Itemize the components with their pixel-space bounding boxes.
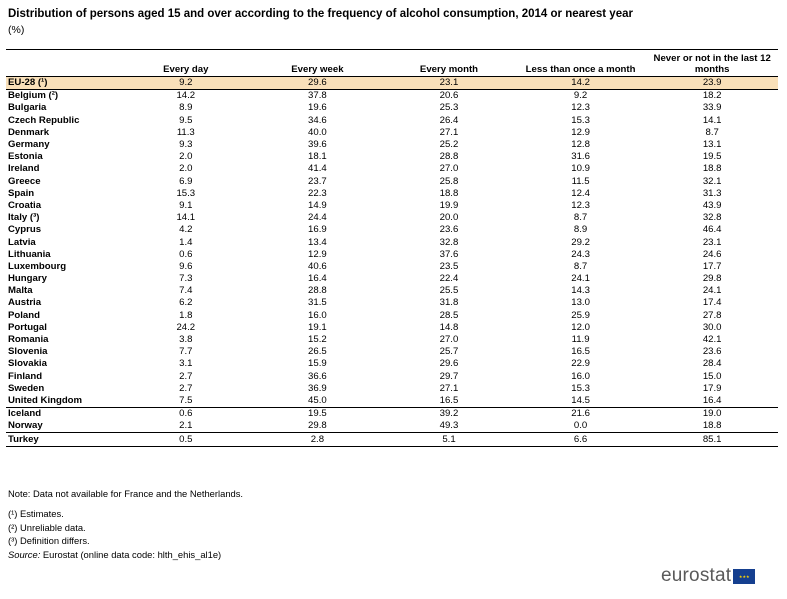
table-cell: 28.5 [439, 309, 459, 321]
source-line [8, 548, 243, 562]
table-row [6, 224, 778, 236]
table-cell: 14.2 [176, 90, 196, 102]
footnotes [8, 487, 243, 562]
row-label: Czech Republic [8, 114, 80, 126]
column-header: Never or not in the last 12 months [646, 50, 778, 77]
table-row [6, 420, 778, 433]
row-label: Austria [8, 297, 42, 309]
table-cell: 20.6 [439, 90, 459, 102]
table-cell: 9.3 [179, 139, 193, 151]
table-row [6, 139, 778, 151]
table-cell: 85.1 [646, 433, 778, 446]
table-cell: 6.6 [515, 433, 647, 446]
table-cell: 7.4 [179, 285, 193, 297]
table-cell: 39.6 [308, 139, 327, 151]
table-cell: 15.2 [308, 334, 327, 346]
table-cell: 40.0 [308, 126, 327, 138]
table-cell: 15.0 [702, 370, 722, 382]
table-cell: 27.0 [439, 163, 459, 175]
table-cell: 8.7 [573, 260, 588, 272]
source-text: Eurostat (online data code: hlth_ehis_al1e) [42, 549, 222, 561]
eurostat-logo [661, 565, 755, 587]
table-cell: 13.0 [571, 297, 590, 309]
unit-label: (%) [8, 24, 25, 36]
table-cell: 26.4 [439, 114, 459, 126]
note-availability: Note: Data not available for France and the Netherlands. [8, 488, 244, 499]
table-cell: 23.1 [702, 236, 722, 248]
table-cell: 11.3 [176, 126, 195, 138]
row-label: Luxembourg [8, 260, 67, 272]
table-cell: 15.3 [176, 187, 196, 199]
table-row [6, 188, 778, 200]
row-label: Greece [8, 175, 41, 187]
table-cell: 7.3 [179, 273, 193, 285]
table-cell: 8.9 [573, 224, 588, 236]
table-cell: 14.1 [176, 212, 196, 224]
table-cell: 27.0 [439, 334, 459, 346]
table-row [6, 273, 778, 285]
table-cell: 12.9 [308, 248, 327, 260]
table-cell: 17.9 [702, 382, 722, 394]
table-cell: 16.4 [308, 273, 327, 285]
row-label: Malta [8, 285, 33, 297]
table-cell: 18.8 [702, 420, 722, 432]
table-cell: 24.1 [702, 285, 722, 297]
table-cell: 24.1 [571, 273, 590, 285]
table-cell: 32.8 [439, 236, 459, 248]
table-cell: 42.1 [702, 334, 722, 346]
table-cell: 26.5 [308, 346, 327, 358]
table-row [6, 322, 778, 334]
table-cell: 19.6 [308, 102, 327, 114]
table-cell: 8.9 [179, 102, 193, 114]
table-title: Distribution of persons aged 15 and over according to the frequency of alcohol consumption, 2014 or nearest year [8, 8, 633, 20]
row-label: Lithuania [8, 248, 51, 260]
row-label: EU-28 (¹) [6, 77, 120, 90]
table-row [6, 334, 778, 346]
table-cell: 6.2 [179, 297, 193, 309]
table-cell: 24.6 [702, 248, 722, 260]
column-header: Every week [252, 50, 384, 77]
table-row [6, 200, 778, 212]
table-row [6, 408, 778, 421]
table-cell: 37.6 [439, 248, 459, 260]
note-definition: (³) Definition differs. [8, 535, 90, 547]
table-cell: 14.1 [702, 114, 722, 126]
row-label: Poland [8, 309, 40, 321]
table-row [6, 127, 778, 139]
row-label: Cyprus [8, 224, 42, 236]
table-row [6, 383, 778, 395]
table-cell: 37.8 [308, 90, 327, 102]
row-label: Finland [8, 370, 43, 382]
note-unreliable: (²) Unreliable data. [8, 521, 86, 533]
table-cell: 27.1 [439, 126, 459, 138]
table-cell: 31.8 [439, 297, 459, 309]
table-cell: 21.6 [515, 408, 647, 421]
table-cell: 49.3 [439, 420, 459, 432]
table-cell: 34.6 [308, 114, 327, 126]
column-header: Less than once a month [515, 50, 647, 77]
table-cell: 29.6 [439, 358, 459, 370]
table-row [6, 249, 778, 261]
table-cell: 18.2 [702, 90, 722, 102]
table-cell: 2.1 [179, 420, 193, 432]
table-cell: 20.0 [439, 212, 459, 224]
table-cell: 25.3 [439, 102, 459, 114]
eu-stars: ★★★ [738, 573, 750, 579]
table-cell: 2.0 [179, 151, 193, 163]
table-cell: 16.0 [308, 309, 327, 321]
table-cell: 29.8 [308, 420, 327, 432]
table-cell: 24.3 [571, 248, 590, 260]
table-cell: 7.7 [179, 346, 193, 358]
table-cell: 18.8 [439, 187, 459, 199]
table-cell: 5.1 [383, 433, 515, 446]
table-cell: 23.6 [439, 224, 459, 236]
table-cell: 4.2 [179, 224, 193, 236]
table-cell: 16.5 [571, 346, 590, 358]
table-row [6, 285, 778, 297]
table-cell: 18.1 [308, 151, 327, 163]
row-label: Bulgaria [8, 102, 47, 114]
table-row [6, 163, 778, 175]
table-row [6, 212, 778, 224]
row-label: Latvia [8, 236, 36, 248]
table-cell: 9.1 [179, 199, 193, 211]
table-cell: 12.0 [571, 321, 590, 333]
table-cell: 36.6 [308, 370, 327, 382]
row-label: Germany [8, 139, 50, 151]
table-cell: 9.6 [179, 260, 193, 272]
table-cell: 12.4 [571, 187, 590, 199]
table-cell: 0.6 [179, 248, 193, 260]
row-label: Ireland [8, 163, 40, 175]
table-cell: 31.6 [571, 151, 590, 163]
table-cell: 6.9 [179, 175, 193, 187]
table-cell: 11.5 [571, 175, 590, 187]
table-cell: 14.9 [308, 199, 327, 211]
table-row [6, 236, 778, 248]
table-row [6, 176, 778, 188]
table-cell: 32.1 [702, 175, 722, 187]
table-cell: 28.8 [308, 285, 327, 297]
row-label: Iceland [6, 408, 120, 421]
table-cell: 0.5 [120, 433, 252, 446]
table-cell: 27.1 [439, 382, 459, 394]
table-cell: 36.9 [308, 382, 327, 394]
table-cell: 3.8 [179, 334, 193, 346]
table-cell: 14.8 [439, 321, 459, 333]
table-row [6, 358, 778, 370]
table-cell: 39.2 [383, 408, 515, 421]
table-cell: 23.9 [646, 77, 778, 90]
table-cell: 17.4 [702, 297, 722, 309]
table-row [6, 346, 778, 358]
row-label: Italy (³) [8, 212, 40, 224]
table-cell: 2.7 [179, 370, 193, 382]
row-label: Denmark [8, 126, 50, 138]
table-cell: 15.9 [308, 358, 327, 370]
row-label: Sweden [8, 382, 45, 394]
table-row [6, 433, 778, 446]
row-label: Croatia [8, 199, 42, 211]
table-cell: 16.4 [702, 394, 722, 406]
table-cell: 14.2 [515, 77, 647, 90]
table-cell: 45.0 [308, 394, 327, 406]
table-cell: 9.5 [179, 114, 193, 126]
table-cell: 22.4 [439, 273, 459, 285]
table-cell: 2.0 [179, 163, 193, 175]
table-row [6, 90, 778, 103]
table-cell: 27.8 [702, 309, 722, 321]
table-cell: 23.7 [308, 175, 327, 187]
table-cell: 25.2 [439, 139, 459, 151]
note-estimates: (¹) Estimates. [8, 507, 64, 519]
table-row [6, 395, 778, 408]
table-cell: 23.5 [439, 260, 459, 272]
table-cell: 16.0 [571, 370, 590, 382]
table-cell: 25.5 [439, 285, 459, 297]
table-row [6, 371, 778, 383]
table-cell: 12.8 [571, 139, 590, 151]
table-cell: 46.4 [702, 224, 722, 236]
table-cell: 14.3 [571, 285, 590, 297]
row-label: Estonia [8, 151, 43, 163]
table-cell: 1.4 [179, 236, 193, 248]
table-cell: 2.7 [179, 382, 193, 394]
table-cell: 43.9 [702, 199, 722, 211]
table-cell: 28.4 [702, 358, 722, 370]
column-header: Every day [120, 50, 252, 77]
table-cell: 3.1 [179, 358, 193, 370]
table-cell: 1.8 [179, 309, 193, 321]
row-label: Spain [8, 187, 35, 199]
row-label: Portugal [8, 321, 47, 333]
row-label: United Kingdom [8, 394, 83, 406]
table-cell: 25.8 [439, 175, 459, 187]
table-cell: 12.3 [571, 199, 590, 211]
table-cell: 12.3 [571, 102, 590, 114]
table-cell: 29.7 [439, 370, 459, 382]
row-label: Turkey [6, 433, 120, 446]
table-cell: 15.3 [571, 382, 590, 394]
table-cell: 19.5 [702, 151, 722, 163]
table-cell: 31.3 [702, 187, 722, 199]
table-cell: 0.6 [120, 408, 252, 421]
table-row [6, 261, 778, 273]
table-cell: 23.6 [702, 346, 722, 358]
table-row [6, 77, 778, 90]
column-header: Every month [383, 50, 515, 77]
alcohol-frequency-table [6, 49, 778, 447]
table-cell: 29.2 [571, 236, 590, 248]
table-cell: 16.9 [308, 224, 327, 236]
table-cell: 19.1 [308, 321, 327, 333]
source-label: Source: [8, 549, 41, 561]
table-cell: 22.3 [308, 187, 327, 199]
table-cell: 24.4 [308, 212, 327, 224]
table-cell: 17.7 [702, 260, 722, 272]
row-label: Romania [8, 334, 49, 346]
table-row [6, 115, 778, 127]
table-cell: 8.7 [705, 126, 719, 138]
table-cell: 23.1 [383, 77, 515, 90]
table-cell: 13.1 [702, 139, 722, 151]
table-cell: 40.6 [308, 260, 327, 272]
table-cell: 29.6 [252, 77, 384, 90]
table-cell: 13.4 [308, 236, 327, 248]
table-cell: 12.9 [571, 126, 590, 138]
table-cell: 31.5 [308, 297, 327, 309]
row-label: Slovakia [8, 358, 47, 370]
table-row [6, 151, 778, 163]
table-cell: 9.2 [573, 90, 588, 102]
header-row [6, 50, 778, 77]
table-cell: 7.5 [179, 394, 193, 406]
table-cell: 19.0 [646, 408, 778, 421]
table-cell: 41.4 [308, 163, 327, 175]
table-cell: 19.5 [252, 408, 384, 421]
table-cell: 9.2 [120, 77, 252, 90]
table-cell: 8.7 [573, 212, 588, 224]
table-cell: 25.9 [571, 309, 590, 321]
table-cell: 32.8 [702, 212, 722, 224]
row-label: Belgium (²) [8, 90, 59, 102]
table-cell: 24.2 [176, 321, 196, 333]
table-cell: 28.8 [439, 151, 459, 163]
table-row [6, 310, 778, 322]
table-cell: 22.9 [571, 358, 590, 370]
table-cell: 10.9 [571, 163, 590, 175]
column-header [6, 50, 120, 77]
row-label: Norway [8, 420, 43, 432]
table-cell: 15.3 [571, 114, 590, 126]
table-cell: 0.0 [573, 420, 588, 432]
table-cell: 11.9 [571, 334, 590, 346]
table-row [6, 102, 778, 114]
table-cell: 30.0 [702, 321, 722, 333]
table-row [6, 297, 778, 309]
table-cell: 19.9 [439, 199, 459, 211]
row-label: Slovenia [8, 346, 48, 358]
eu-flag-icon [733, 569, 755, 584]
table-cell: 18.8 [702, 163, 722, 175]
table-cell: 16.5 [439, 394, 459, 406]
table-cell: 29.8 [702, 273, 722, 285]
row-label: Hungary [8, 273, 47, 285]
table-cell: 2.8 [252, 433, 384, 446]
table-cell: 25.7 [439, 346, 459, 358]
table-cell: 14.5 [571, 394, 590, 406]
logo-wordmark: eurostat [661, 565, 732, 586]
table-cell: 33.9 [702, 102, 722, 114]
